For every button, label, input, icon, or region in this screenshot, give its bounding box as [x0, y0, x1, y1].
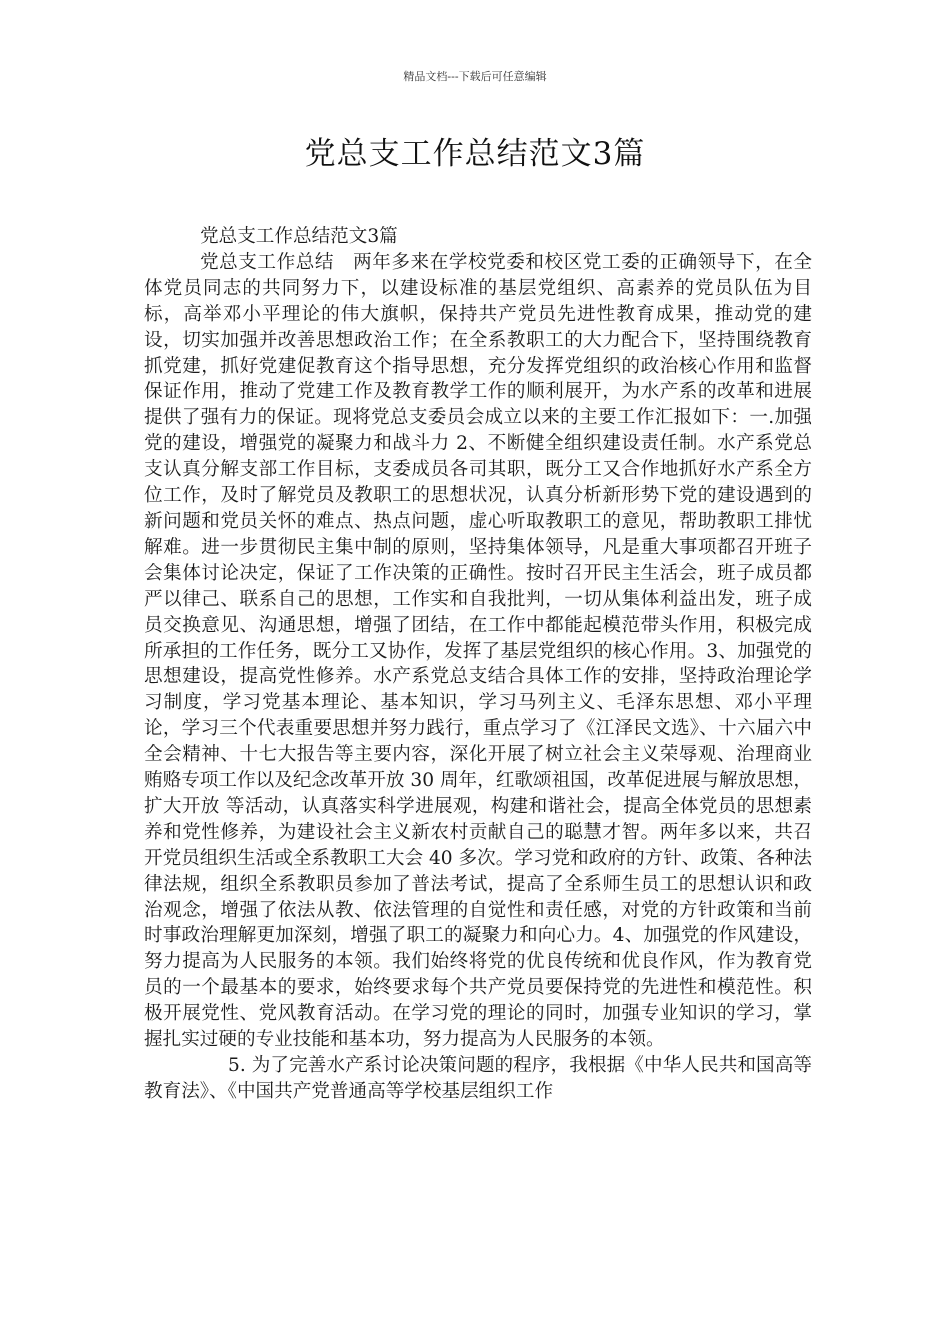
document-title: 党总支工作总结范文3篇 [304, 136, 646, 172]
header-note: 精品文档---下载后可任意编辑 [403, 70, 547, 83]
body-paragraph-2: 5. 为了完善水产系讨论决策问题的程序，我根据《中华人民共和国高等教育法》、《中国共产党普通高等学校基层组织工作 [144, 1055, 812, 1102]
document-subtitle: 党总支工作总结范文3篇 [200, 226, 398, 247]
body-paragraph-1: 党总支工作总结 两年多来在学校党委和校区党工委的正确领导下，在全体党员同志的共同努力下，以建设标准的基层党组织、高素养的党员队伍为目标，高举邓小平理论的伟大旗帜，保持共产党员先进性教育成果，推动党的建设，切实加强并改善思想政治工作；在全系教职工的大力配合下，坚持围绕教育抓党建，抓好党建促教育这个指导思想，充分发挥党组织的政治核心作用和监督保证作用，推动了党建工作及教育教学工作的顺利展开，为水产系的改革和进展提供了强有力的保证。现将党总支委员会成立以来的主要工作汇报如下：一.加强党的建设，增强党的凝聚力和战斗力 2、不断健全组织建设责任制。水产系党总支认真分解支部工作目标，支委成员各司其职，既分工又合作地抓好水产系全方位工作，及时了解党员及教职工的思想状况，认真分析新形势下党的建设遇到的新问题和党员关怀的难点、热点问题，虚心听取教职工的意见，帮助教职工排忧解难。进一步贯彻民主集中制的原则，坚持集体领导，凡是重大事项都召开班子会集体讨论决定，保证了工作决策的正确性。按时召开民主生活会，班子成员都严以律己、联系自己的思想，工作实和自我批判，一切从集体利益出发，班子成员交换意见、沟通思想，增强了团结，在工作中都能起模范带头作用，积极完成所承担的工作任务，既分工又协作，发挥了基层党组织的核心作用。3、加强党的思想建设，提高党性修养。水产系党总支结合具体工作的安排，坚持政治理论学习制度，学习党基本理论、基本知识，学习马列主义、毛泽东思想、邓小平理论，学习三个代表重要思想并努力践行，重点学习了《江泽民文选》、十六届六中全会精神、十七大报告等主要内容，深化开展了树立社会主义荣辱观、治理商业贿赂专项工作以及纪念改革开放 30 周年，红歌颂祖国，改革促进展与解放思想，扩大开放 等活动，认真落实科学进展观，构建和谐社会，提高全体党员的思想素养和党性修养，为建设社会主义新农村贡献自己的聪慧才智。两年多以来，共召开党员组织生活或全系教职工大会 40 多次。学习党和政府的方针、政策、各种法律法规，组织全系教职员参加了普法考试，提高了全系师生员工的思想认识和政治观念，增强了依法从教、依法管理的自觉性和责任感，对党的方针政策和当前时事政治理解更加深刻，增强了职工的凝聚力和向心力。4、加强党的作风建设，努力提高为人民服务的本领。我们始终将党的优良传统和优良作风，作为教育党员的一个最基本的要求，始终要求每个共产党员要保持党的先进性和模范性。积极开展党性、党风教育活动。在学习党的理论的同时，加强专业知识的学习，掌握扎实过硬的专业技能和基本功，努力提高为人民服务的本领。 [144, 251, 812, 1051]
document-body [144, 224, 812, 1105]
